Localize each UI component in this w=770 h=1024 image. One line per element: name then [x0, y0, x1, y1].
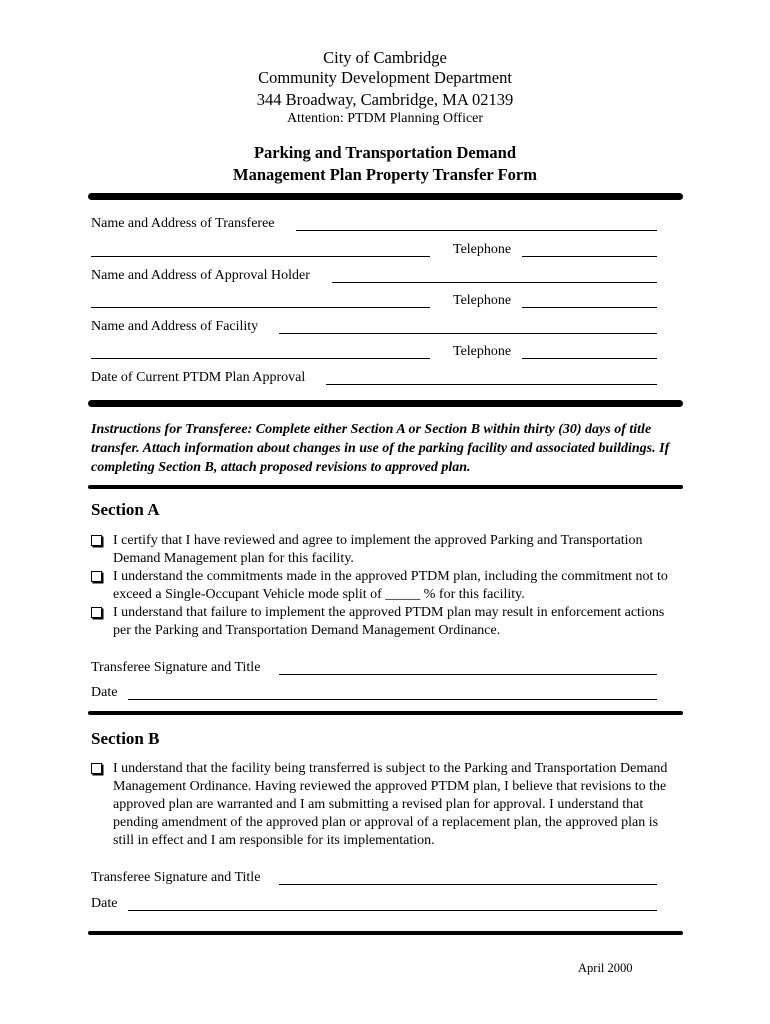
section-a-date-input[interactable] [128, 699, 657, 700]
section-a-heading: Section A [91, 500, 160, 519]
section-a-signature-label: Transferee Signature and Title [91, 660, 261, 675]
checkbox-icon[interactable] [91, 763, 102, 774]
header-line-address: 344 Broadway, Cambridge, MA 02139 [256, 90, 514, 109]
transferee-label: Name and Address of Transferee [91, 216, 275, 231]
transferee-telephone-input[interactable] [522, 256, 657, 257]
checkbox-icon[interactable] [91, 535, 102, 546]
approval-holder-telephone-label: Telephone [453, 293, 512, 308]
section-b-signature-label: Transferee Signature and Title [91, 870, 261, 885]
divider-instructions [88, 485, 683, 489]
facility-input[interactable] [279, 333, 657, 334]
section-b-date-label: Date [91, 896, 118, 911]
transferee-telephone-label: Telephone [453, 242, 512, 257]
footer-date: April 2000 [578, 961, 633, 975]
facility-label: Name and Address of Facility [91, 319, 259, 334]
approval-holder-label: Name and Address of Approval Holder [91, 268, 310, 283]
transferee-address-input[interactable] [91, 256, 430, 257]
section-a-item-1-text: I certify that I have reviewed and agree to implement the approved Parking and Transportation Demand Management plan for this facility. [113, 533, 643, 566]
header-line-city: City of Cambridge [323, 48, 447, 67]
transferee-input[interactable] [296, 230, 657, 231]
section-a-item-2 [91, 568, 681, 604]
section-b-heading: Section B [91, 729, 160, 748]
header-line-attention: Attention: PTDM Planning Officer [286, 111, 484, 126]
approval-holder-address-input[interactable] [91, 307, 430, 308]
section-a-item-1 [91, 532, 681, 568]
facility-telephone-label: Telephone [453, 344, 512, 359]
facility-telephone-input[interactable] [522, 358, 657, 359]
form-title-line2: Management Plan Property Transfer Form [233, 165, 537, 184]
section-a-signature-input[interactable] [279, 674, 657, 675]
section-b-item-1 [91, 760, 681, 850]
section-b-signature-input[interactable] [279, 884, 657, 885]
facility-address-input[interactable] [91, 358, 430, 359]
approval-holder-telephone-input[interactable] [522, 307, 657, 308]
checkbox-icon[interactable] [91, 607, 102, 618]
section-a-item-3 [91, 604, 681, 640]
instructions-text: Instructions for Transferee: Complete either Section A or Section B within thirty (30) days of title transfer. Attach information about changes in use of the parking facility and associated buildings. If completing Section B, attach proposed revisions to approved plan. [91, 422, 670, 475]
section-b-date-input[interactable] [128, 910, 657, 911]
approval-holder-input[interactable] [332, 282, 657, 283]
section-b-item-1-text: I understand that the facility being transferred is subject to the Parking and Transportation Demand Management Ordinance. Having reviewed the approved PTDM plan, I believe that revisions to the approved plan are warranted and I am submitting a revised plan for approval. I understand that pending amendment of the approved plan or approval of a replacement plan, the approved plan is still in effect and I am responsible for its implementation. [113, 761, 668, 848]
section-a-item-2-text: I understand the commitments made in the approved PTDM plan, including the commitment not to exceed a Single-Occupant Vehicle mode split of _____ % for this facility. [113, 569, 668, 602]
divider-bottom [88, 931, 683, 935]
approval-date-input[interactable] [326, 384, 657, 385]
divider-thick-middle [88, 400, 683, 407]
checkbox-icon[interactable] [91, 571, 102, 582]
form-title-line1: Parking and Transportation Demand [253, 143, 517, 162]
approval-date-label: Date of Current PTDM Plan Approval [91, 370, 306, 385]
header-line-department: Community Development Department [258, 68, 512, 87]
divider-section-a [88, 711, 683, 715]
section-a-item-3-text: I understand that failure to implement the approved PTDM plan may result in enforcement actions per the Parking and Transportation Demand Management Ordinance. [113, 605, 665, 638]
section-a-date-label: Date [91, 685, 118, 700]
divider-thick-top [88, 193, 683, 200]
